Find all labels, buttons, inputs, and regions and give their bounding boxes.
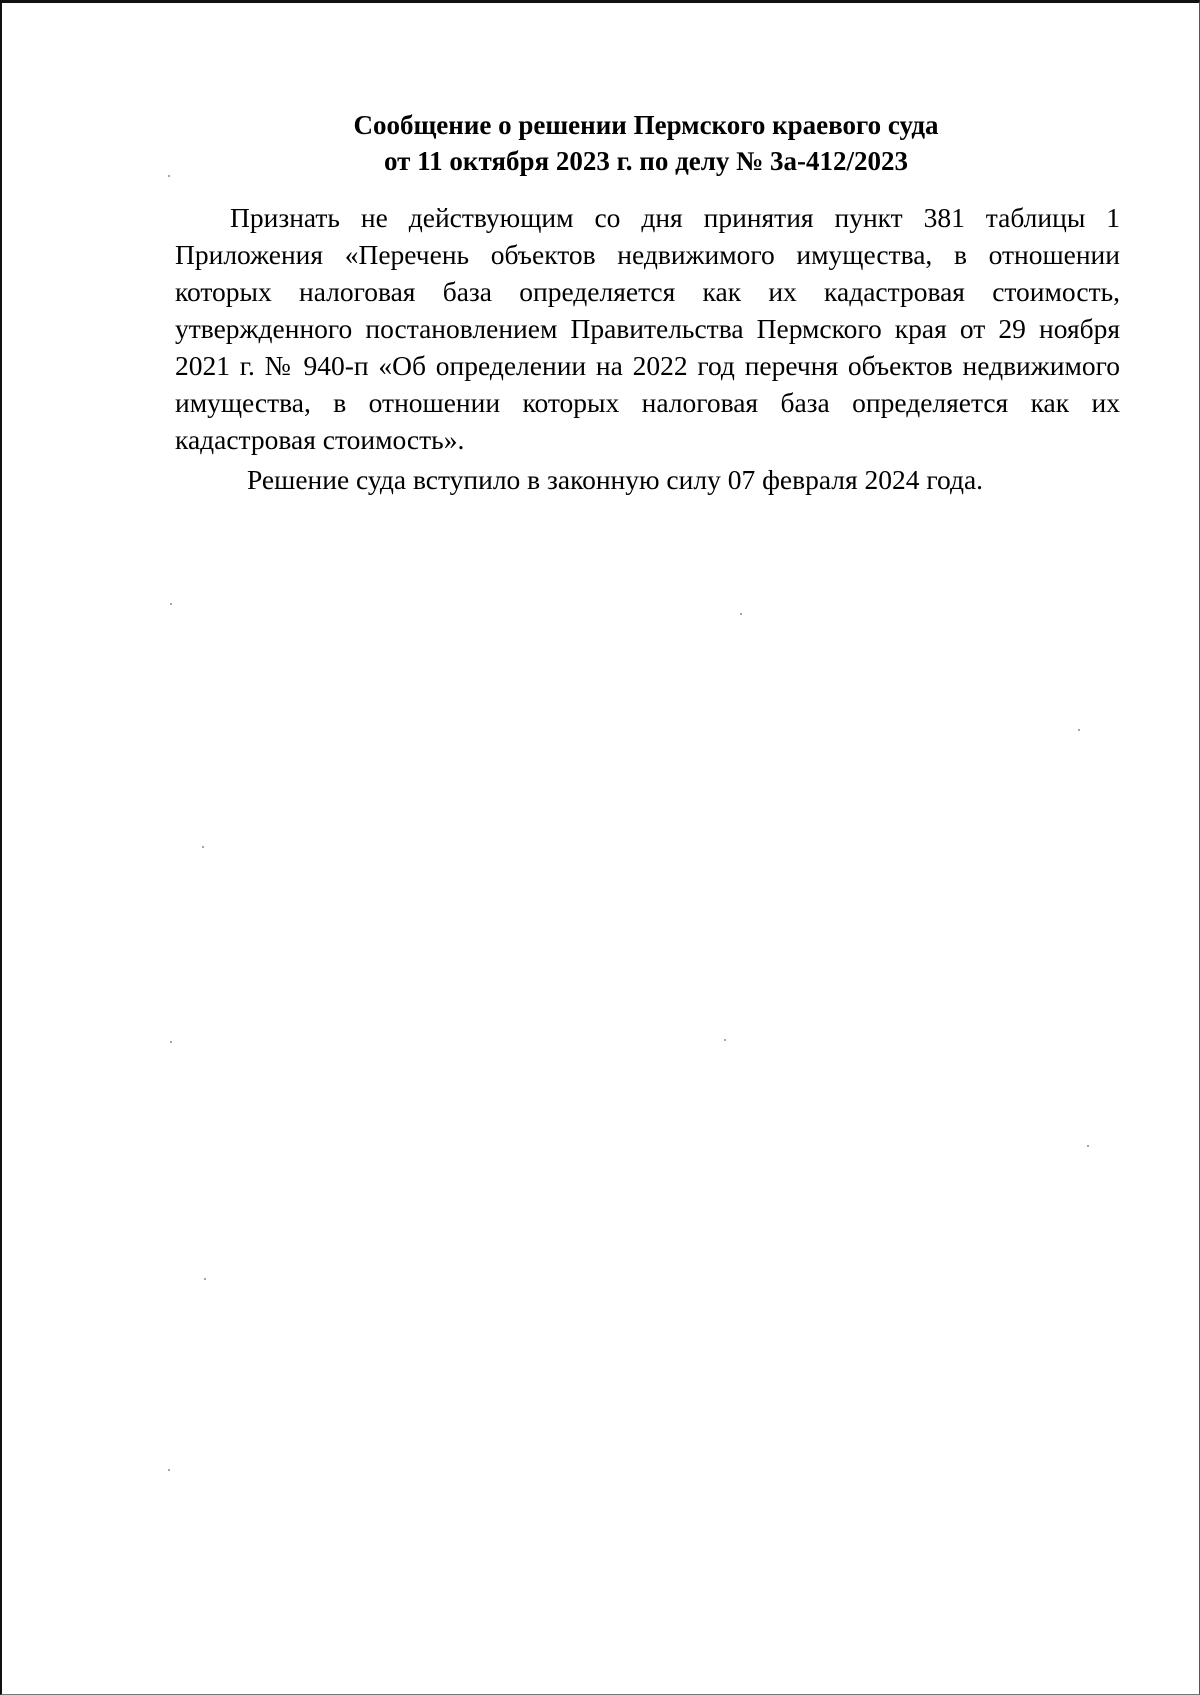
decision-paragraph: Признать не действующим со дня принятия пункт 381 таблицы 1 Приложения «Перечень объектов недвижимого имущества, в отношении которых налоговая база определяется как их кадастровая стоимость, утвержденного постановлением Правительства Пермского края от 29 ноября 2021 г. № 940-п «Об определении на 2022 год перечня объектов недвижимого имущества, в отношении которых налоговая база определяется как их кадастровая стоимость».: [175, 202, 1120, 455]
title-line-1: Сообщение о решении Пермского краевого суда: [353, 110, 939, 140]
scan-speck: [204, 1278, 206, 1280]
scan-speck: [202, 846, 204, 848]
scan-speck: [724, 1039, 726, 1041]
document-title: [172, 107, 1120, 179]
effective-date-paragraph: Решение суда вступило в законную силу 07 февраля 2024 года.: [247, 464, 984, 495]
scan-speck: [1078, 729, 1080, 731]
scan-speck: [1087, 1145, 1089, 1147]
scan-speck: [168, 1469, 170, 1471]
scan-speck: [170, 603, 172, 605]
scan-speck: [170, 1041, 172, 1043]
title-line-2: от 11 октября 2023 г. по делу № 3а-412/2023: [383, 146, 909, 176]
scan-speck: [740, 613, 742, 615]
scan-speck: [168, 175, 170, 177]
